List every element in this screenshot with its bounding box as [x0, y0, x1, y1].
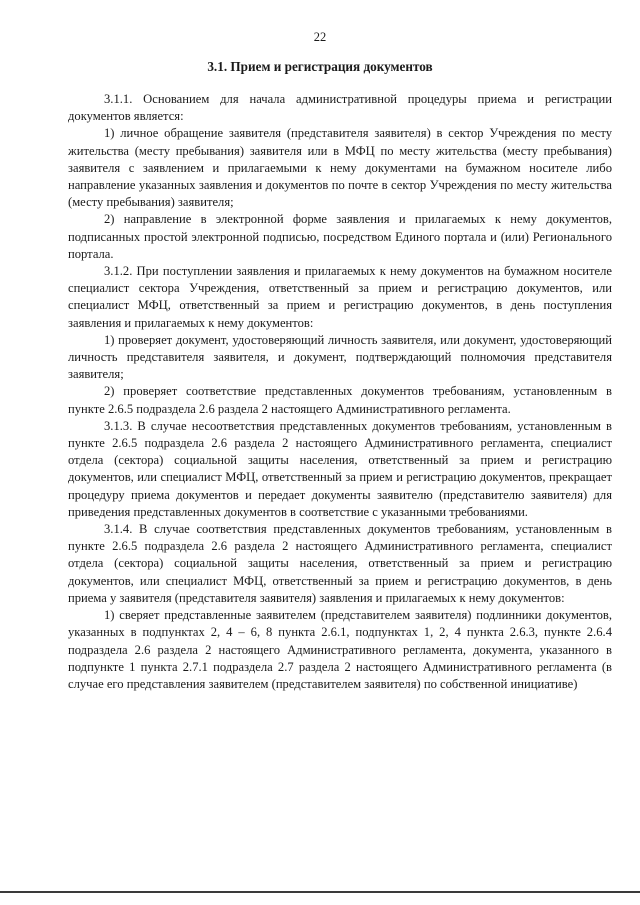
- section-heading: 3.1. Прием и регистрация документов: [207, 59, 433, 74]
- paragraph-3-1-3: 3.1.3. В случае несоответствия представленных документов требованиям, установленным в пункте 2.6.5 подраздела 2.6 раздела 2 настоящего Административного регламента, специалист отдела (сектора) социальной защиты населения, ответственный за прием и регистрацию документов, или специалист МФЦ, ответственный за прием и регистрацию документов, прекращает процедуру приема документов и передает документы заявителю (представителю заявителя) для приведения представленных документов в соответствие с указанными требованиями.: [68, 418, 612, 519]
- paragraph-3-1-2-item-2: 2) проверяет соответствие представленных документов требованиям, установленным в пункте 2.6.5 подраздела 2.6 раздела 2 настоящего Административного регламента.: [68, 384, 612, 416]
- paragraph-3-1-2-item-1: 1) проверяет документ, удостоверяющий личность заявителя, или документ, удостоверяющий личность представителя заявителя, и документ, подтверждающий полномочия представителя заявителя;: [68, 332, 612, 382]
- page-number: 22: [313, 30, 327, 44]
- paragraph-3-1-1-item-1: 1) личное обращение заявителя (представителя заявителя) в сектор Учреждения по месту жительства (месту пребывания) заявителя или в МФЦ по месту жительства (месту пребывания) заявителя с заявлением и прилагаемыми к нему документами на бумажном носителе либо направление указанных заявления и документов по почте в сектор Учреждения по месту жительства (месту пребывания) заявителя;: [68, 126, 612, 210]
- paragraph-3-1-2: 3.1.2. При поступлении заявления и прилагаемых к нему документов на бумажном носителе специалист сектора Учреждения, ответственный за прием и регистрацию документов, или специалист МФЦ, ответственный за прием и регистрацию документов, в день поступления заявления и прилагаемых к нему документов:: [68, 264, 612, 330]
- paragraph-3-1-1-item-2: 2) направление в электронной форме заявления и прилагаемых к нему документов, подписанных простой электронной подписью, посредством Единого портала и (или) Регионального портала.: [68, 212, 612, 261]
- paragraph-3-1-4: 3.1.4. В случае соответствия представленных документов требованиям, установленным в пункте 2.6.5 подраздела 2.6 раздела 2 настоящего Административного регламента, специалист отдела (сектора) социальной защиты населения, ответственный за прием и регистрацию документов, или специалист МФЦ, ответственный за прием и регистрацию документов, в день приема у заявителя (представителя заявителя) заявления и прилагаемых к нему документов:: [68, 522, 612, 605]
- bottom-scan-edge: [0, 891, 640, 893]
- document-body: [68, 91, 612, 693]
- paragraph-3-1-1: 3.1.1. Основанием для начала административной процедуры приема и регистрации документов является:: [68, 92, 612, 124]
- paragraph-3-1-4-item-1: 1) сверяет представленные заявителем (представителем заявителя) подлинники документов, указанных в подпунктах 2, 4 – 6, 8 пункта 2.6.1, подпунктах 1, 2, 4 пункта 2.6.3, пункте 2.6.4 подраздела 2.6 раздела 2 настоящего Административного регламента, документа, указанного в подпункте 1 пункта 2.7.1 подраздела 2.7 раздела 2 настоящего Административного регламента (в случае его представления заявителем (представителем заявителя) по собственной инициативе): [68, 608, 612, 691]
